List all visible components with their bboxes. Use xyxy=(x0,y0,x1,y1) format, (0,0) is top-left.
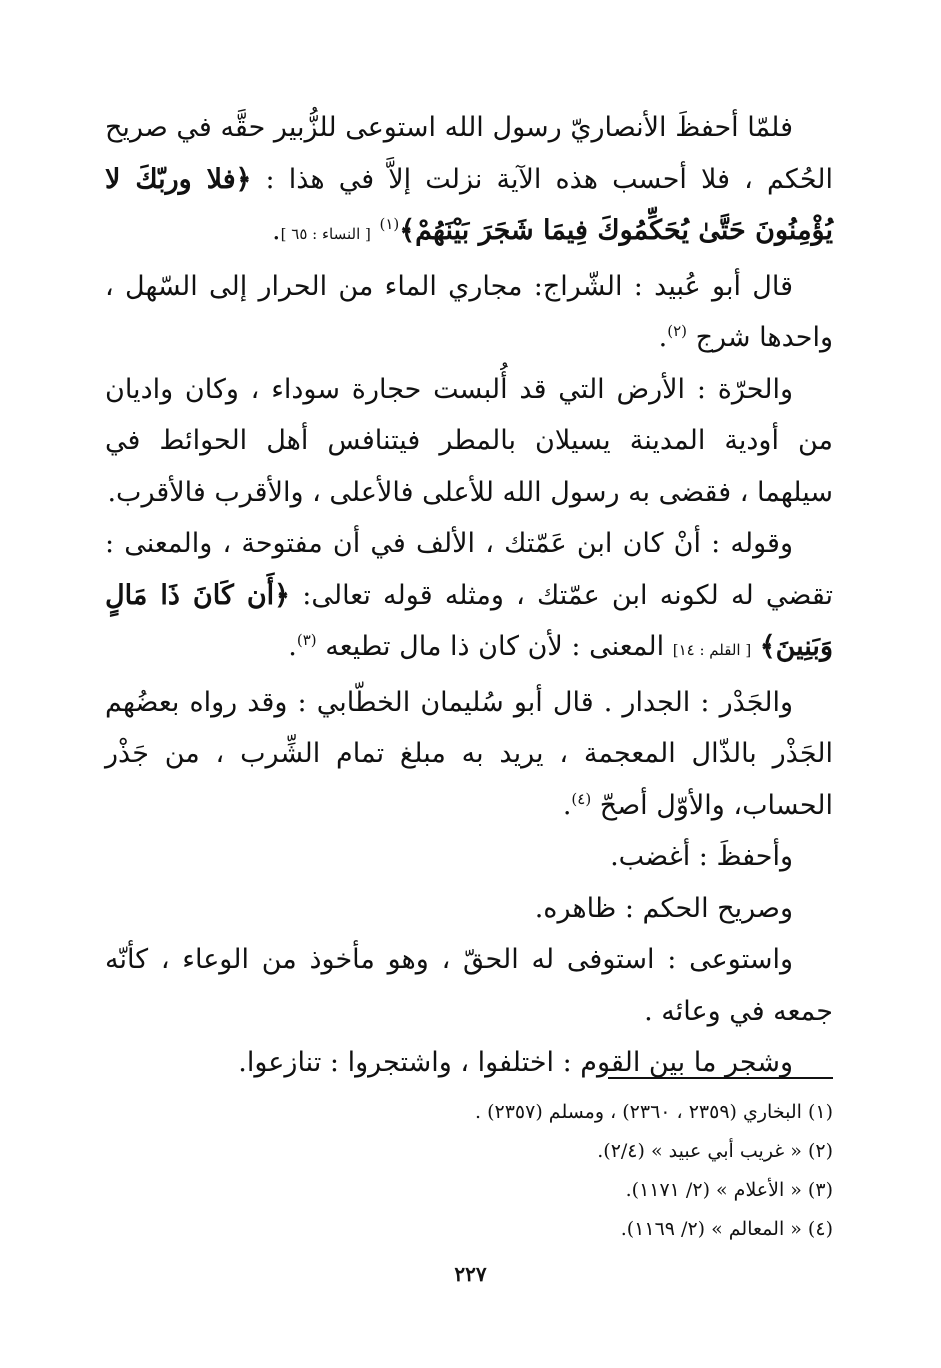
page-number: ٢٢٧ xyxy=(454,1262,487,1286)
footnote: (٢) « غريب أبي عبيد » (٢/٤). xyxy=(597,1140,833,1162)
paragraph: وشجر ما بين القوم : اختلفوا ، واشتجروا : تنازعوا. xyxy=(238,1047,793,1078)
footnote-divider xyxy=(608,1077,833,1079)
main-text xyxy=(105,102,833,1089)
paragraph: والجَدْر : الجدار . قال أبو سُليمان الخطّابي : وقد رواه بعضُهم الجَذْر بالذّال المعجمة ، يريد به مبلغ تمام الشِّرب ، من جَذْر الحساب، والأوّل أصحّ $^{(٤)}$. xyxy=(105,686,833,821)
footnote-marker: (٢) xyxy=(667,322,688,340)
footnote-marker: (٤) xyxy=(571,789,592,808)
paragraph: قال أبو عُبيد : الشّراج: مجاري الماء من الحرار إلى السّهل ، واحدها شرج $^{(٢)}$. xyxy=(105,270,833,353)
quran-verse: ﴿أَن كَانَ ذَا مَالٍ وَبَنِينَ﴾ xyxy=(105,579,833,662)
paragraph: وقوله : أنْ كان ابن عَمّتك ، الألف في أن مفتوحة ، والمعنى : تقضي له لكونه ابن عمّتك ، ومثله قوله تعالى: ﴿أَن كَانَ ذَا مَالٍ وَبَنِينَ﴾ [ القلم : ١٤] المعنى : لأن كان ذا مال تطيعه $^{(٣)}$. xyxy=(105,528,834,662)
footnote: (٣) « الأعلام » (٢/ ١١٧١). xyxy=(625,1179,833,1201)
footnote: (١) البخاري (٢٣٥٩ ، ٢٣٦٠) ، ومسلم (٢٣٥٧) . xyxy=(475,1101,833,1123)
footnote: (٤) « المعالم » (٢/ ١١٦٩). xyxy=(620,1218,833,1240)
footnote-marker: (١) xyxy=(379,215,400,233)
verse-reference: [ القلم : ١٤] xyxy=(672,641,752,659)
paragraph: وأحفظَ : أغضب. xyxy=(610,841,793,872)
paragraph: وصريح الحكم : ظاهره. xyxy=(534,892,793,924)
footnote-marker: (٣) xyxy=(296,631,317,649)
verse-reference: [ النساء : ٦٥ ] xyxy=(280,225,371,243)
footnotes xyxy=(105,1093,833,1249)
paragraph: واستوعى : استوفى له الحقّ ، وهو مأخوذ من الوعاء ، كأنّه جمعه في وعائه . xyxy=(105,944,833,1027)
paragraph: فلمّا أحفظَ الأنصاريّ رسول الله استوعى للزُّبير حقَّه في صريح الحُكم ، فلا أحسب هذه الآية نزلت إلاَّ في هذا : ﴿فلا وربّكَ لا يُؤْمِنُونَ حَتَّىٰ يُحَكِّمُوكَ فِيمَا شَجَرَ بَيْنَهُمْ﴾$^{(١)}$ [ النساء : ٦٥ ]. xyxy=(105,112,833,246)
quran-verse: ﴿فلا وربّكَ لا يُؤْمِنُونَ حَتَّىٰ يُحَكِّمُوكَ فِيمَا شَجَرَ بَيْنَهُمْ﴾ xyxy=(105,163,833,246)
paragraph: والحرّة : الأرض التي قد أُلبست حجارة سوداء ، وكان واديان من أودية المدينة يسيلان بالمطر فيتنافس أهل الحوائط في سيلهما ، فقضى به رسول الله للأعلى فالأعلى ، والأقرب فالأقرب. xyxy=(105,373,833,508)
